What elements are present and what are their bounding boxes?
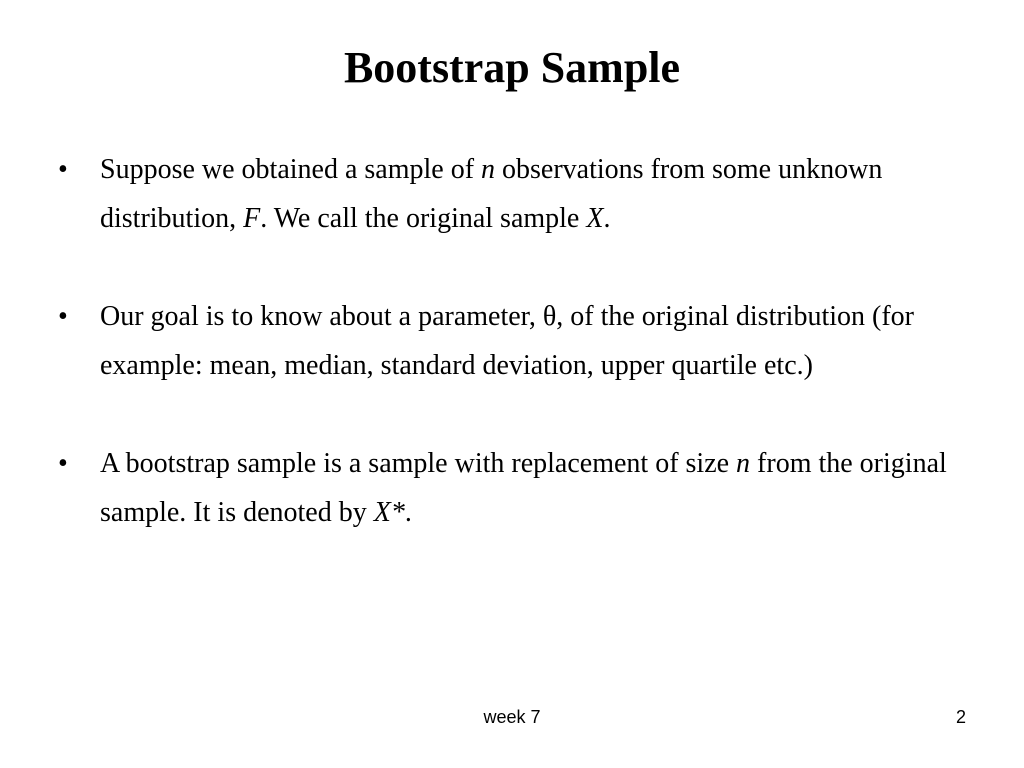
bullet-list bbox=[58, 145, 958, 537]
text-run: A bootstrap sample is a sample with replacement of size bbox=[100, 448, 737, 479]
slide-footer: week 7 bbox=[483, 707, 541, 727]
bullet-item-bootstrap bbox=[58, 439, 958, 537]
bullet-item-sample bbox=[58, 145, 958, 243]
variable-x: X bbox=[586, 203, 604, 234]
slide-title: Bootstrap Sample bbox=[343, 43, 681, 92]
bullet-point-icon: • bbox=[58, 301, 68, 332]
variable-f: F bbox=[243, 203, 261, 234]
bullet-text bbox=[100, 154, 882, 234]
variable-n: n bbox=[481, 154, 496, 185]
text-run: from the original sample. It is denoted by bbox=[100, 448, 947, 528]
variable-x-star: X* bbox=[373, 497, 405, 528]
text-run: . We call the original sample bbox=[260, 203, 587, 234]
page-number: 2 bbox=[955, 707, 966, 727]
text-run: . bbox=[603, 203, 611, 234]
bullet-point-icon: • bbox=[58, 154, 68, 185]
bullet-point-icon: • bbox=[58, 448, 68, 479]
variable-n: n bbox=[736, 448, 751, 479]
text-run: . bbox=[404, 497, 412, 528]
text-run: Our goal is to know about a parameter, θ, of the original distribution (for example: mean, median, standard deviation, upper quartile etc.) bbox=[100, 301, 914, 381]
text-run: observations from some unknown distribution, bbox=[100, 154, 883, 234]
bullet-text bbox=[100, 301, 914, 381]
bullet-text bbox=[100, 448, 947, 528]
text-run: Suppose we obtained a sample of bbox=[100, 154, 482, 185]
bullet-item-goal bbox=[58, 292, 958, 390]
